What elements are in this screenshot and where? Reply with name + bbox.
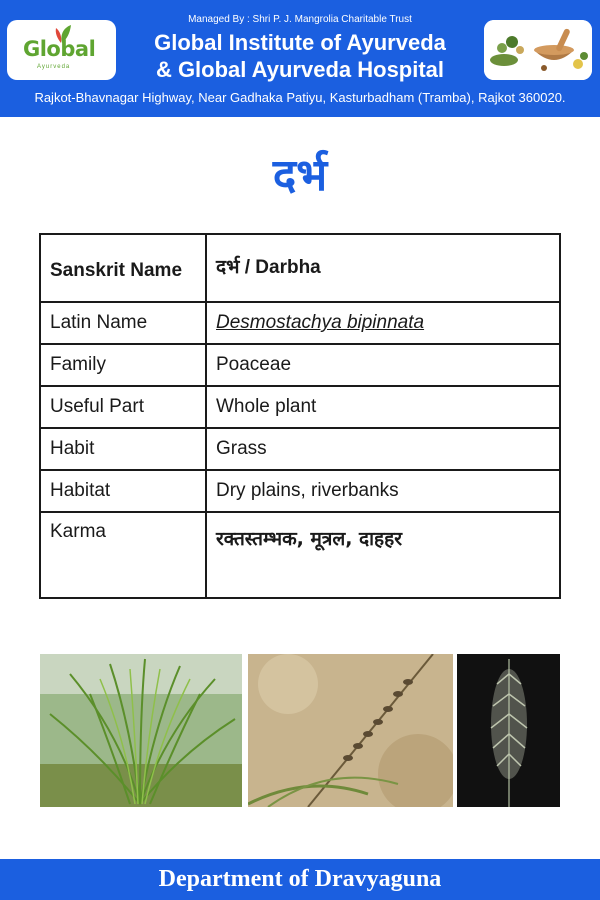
header-banner (0, 0, 600, 117)
habitat-value: Dry plains, riverbanks (206, 470, 560, 512)
table-row (40, 428, 560, 470)
logo-subtext: Ayurveda (37, 64, 71, 70)
grass-clump-photo (40, 654, 242, 807)
address-text: Rajkot-Bhavnagar Highway, Near Gadhaka Patiyu, Kasturbadham (Tramba), Rajkot 360020. (34, 90, 566, 105)
family-value: Poaceae (206, 344, 560, 386)
table-row (40, 386, 560, 428)
useful-part-label: Useful Part (40, 386, 206, 428)
habit-value: Grass (206, 428, 560, 470)
table-row (40, 234, 560, 302)
latin-name-value: Desmostachya bipinnata (216, 312, 425, 333)
managed-by-text: Managed By : Shri P. J. Mangrolia Charitable Trust (188, 14, 412, 25)
habitat-label: Habitat (40, 470, 206, 512)
sanskrit-name-label: Sanskrit Name (40, 234, 206, 302)
institute-title-line1: Global Institute of Ayurveda (154, 30, 446, 55)
institute-title-line2: & Global Ayurveda Hospital (155, 57, 445, 82)
table-row (40, 344, 560, 386)
plant-title: दर्भ (272, 150, 328, 201)
footer-banner (0, 859, 600, 900)
latin-name-label: Latin Name (40, 302, 206, 344)
department-name: Department of Dravyaguna (158, 866, 442, 892)
sanskrit-name-value: दर्भ / Darbha (206, 234, 560, 302)
plant-info-table (39, 233, 561, 599)
table-row (40, 512, 560, 598)
habit-label: Habit (40, 428, 206, 470)
family-label: Family (40, 344, 206, 386)
useful-part-value: Whole plant (206, 386, 560, 428)
latin-name-cell (206, 302, 560, 344)
karma-label: Karma (40, 512, 206, 598)
table-row (40, 470, 560, 512)
grass-flower-spike-photo (248, 654, 453, 807)
institute-logo (7, 20, 116, 80)
herbs-mortar-image (484, 20, 592, 80)
institute-title (120, 29, 480, 83)
logo-text: Global (23, 37, 96, 61)
karma-value: रक्तस्तम्भक, मूत्रल, दाहहर (206, 512, 560, 598)
grass-panicle-dark-photo (457, 654, 560, 807)
table-row (40, 302, 560, 344)
